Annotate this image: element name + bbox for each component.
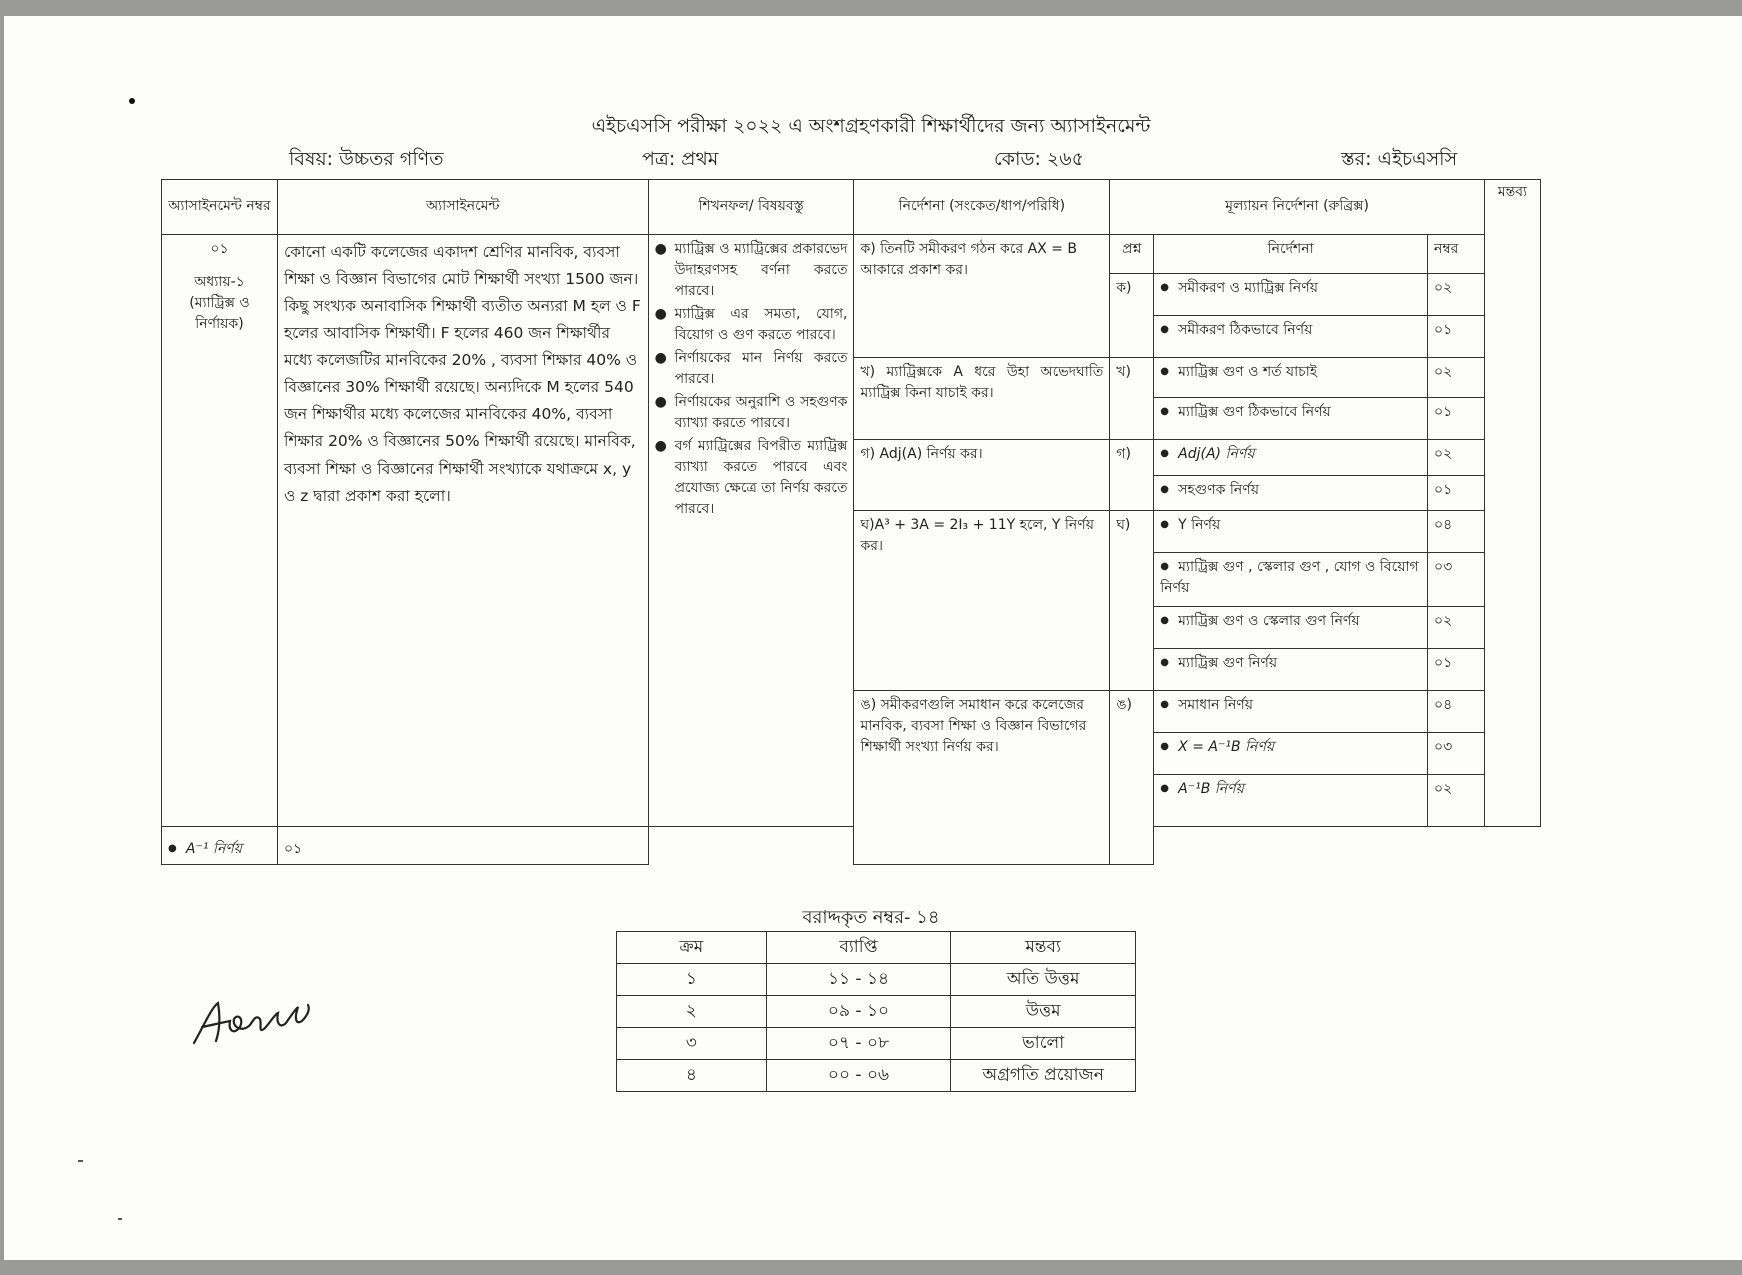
rubric-marks: ০১ [1428, 398, 1485, 440]
grading-row [617, 1028, 1136, 1060]
grading-serial: ৪ [617, 1060, 767, 1092]
rubric-marks: ০৪ [1428, 690, 1485, 732]
rubric-item: ● Y নির্ণয় [1154, 511, 1428, 553]
rubric-item: ● ম্যাট্রিক্স গুণ ও স্কেলার গুণ নির্ণয় [1154, 606, 1428, 648]
rubric-marks: ০৪ [1428, 511, 1485, 553]
rubric-item: ● ম্যাট্রিক্স গুণ ঠিকভাবে নির্ণয় [1154, 398, 1428, 440]
rubric-marks: ০১ [1428, 475, 1485, 511]
col-number-header: অ্যাসাইনমেন্ট নম্বর [162, 180, 278, 235]
outcome-item: ● নির্ণায়কের মান নির্ণয় করতে পারবে। [655, 348, 848, 390]
grading-row [617, 1060, 1136, 1092]
grading-remark: ভালো [951, 1028, 1136, 1060]
paper-label: পত্র: প্রথম [642, 148, 719, 170]
col-rubric-header: মূল্যায়ন নির্দেশনা (রুব্রিক্স) [1110, 180, 1485, 235]
grading-range: ১১ - ১৪ [766, 964, 951, 996]
question-gh: ঘ) [1110, 511, 1154, 690]
ink-dot [78, 1160, 83, 1162]
rubric-marks: ০২ [1428, 774, 1485, 826]
level-label: স্তর: এইচএসসি [1341, 148, 1458, 170]
instruction-k: ক) তিনটি সমীকরণ গঠন করে AX = B আকারে প্রকাশ কর। [854, 234, 1110, 358]
grading-remark: অগ্রগতি প্রয়োজন [951, 1060, 1136, 1092]
rubric-marks: ০১ [277, 827, 648, 865]
signature [190, 985, 320, 1055]
rubric-marks: ০১ [1428, 316, 1485, 358]
outcome-item: ● বর্গ ম্যাট্রিক্সের বিপরীত ম্যাট্রিক্স ব্যাখ্যা করতে পারবে এবং প্রযোজ্য ক্ষেত্রে তা নির্ণয় করতে পারবে। [655, 436, 848, 520]
rubric-item: ● Adj(A) নির্ণয় [1154, 440, 1428, 476]
direction-header: নির্দেশনা [1154, 234, 1428, 274]
assignment-number-cell [162, 234, 278, 827]
rubric-item: ● ম্যাট্রিক্স গুণ , স্কেলার গুণ , যোগ ও বিয়োগ নির্ণয় [1154, 553, 1428, 606]
instruction-kh: খ) ম্যাট্রিক্সকে A ধরে উহা অভেদঘাতি ম্যাট্রিক্স কিনা যাচাই কর। [854, 358, 1110, 440]
grading-serial: ২ [617, 996, 767, 1028]
rubric-item: ● A⁻¹ নির্ণয় [162, 827, 278, 865]
rubric-marks: ০২ [1428, 440, 1485, 476]
rubric-item: ● X = A⁻¹B নির্ণয় [1154, 732, 1428, 774]
grading-header: ক্রম [617, 932, 767, 964]
outcome-item: ● ম্যাট্রিক্স এর সমতা, যোগ, বিয়োগ ও গুণ করতে পারবে। [655, 304, 848, 346]
grading-range: ০৯ - ১০ [766, 996, 951, 1028]
instruction-ng: ঙ) সমীকরণগুলি সমাধান করে কলেজের মানবিক, ব্যবসা শিক্ষা ও বিজ্ঞান বিভাগের শিক্ষার্থী সংখ্যা নির্ণয় কর। [854, 690, 1110, 864]
question-ng: ঙ) [1110, 690, 1154, 864]
rubric-marks: ০২ [1428, 274, 1485, 316]
grading-remark: অতি উত্তম [951, 964, 1136, 996]
outcome-item: ● ম্যাট্রিক্স ও ম্যাট্রিক্সের প্রকারভেদ উদাহরণসহ বর্ণনা করতে পারবে। [655, 239, 848, 302]
outcome-item: ● নির্ণায়কের অনুরাশি ও সহগুণক ব্যাখ্যা করতে পারবে। [655, 392, 848, 434]
grading-range: ০৭ - ০৮ [766, 1028, 951, 1060]
rubric-marks: ০২ [1428, 606, 1485, 648]
rubric-marks: ০১ [1428, 648, 1485, 690]
rubric-marks: ০৩ [1428, 732, 1485, 774]
allocated-marks-title: বরাদ্দকৃত নম্বর- ১৪ [802, 907, 940, 928]
col-outcome-header: শিখনফল/ বিষয়বস্তু [648, 180, 854, 235]
question-g: গ) [1110, 440, 1154, 511]
code-label: কোড: ২৬৫ [994, 148, 1084, 170]
rubric-item: ● সমাধান নির্ণয় [1154, 690, 1428, 732]
chapter-label: অধ্যায়-১ [194, 273, 245, 290]
rubric-item: ● সমীকরণ ও ম্যাট্রিক্স নির্ণয় [1154, 274, 1428, 316]
grading-row [617, 996, 1136, 1028]
grading-serial: ৩ [617, 1028, 767, 1060]
page-title: এইচএসসি পরীক্ষা ২০২২ এ অংশগ্রহণকারী শিক্ষার্থীদের জন্য অ্যাসাইনমেন্ট [591, 115, 1151, 137]
col-instruction-header: নির্দেশনা (সংকেত/ধাপ/পরিধি) [854, 180, 1110, 235]
chapter-topic: (ম্যাট্রিক্স ও নির্ণায়ক) [189, 294, 250, 332]
assignment-table [161, 179, 1541, 865]
subject-label: বিষয়: উচ্চতর গণিত [289, 148, 444, 170]
ink-dot [129, 98, 135, 104]
grading-row [617, 964, 1136, 996]
assignment-text: কোনো একটি কলেজের একাদশ শ্রেণির মানবিক, ব্যবসা শিক্ষা ও বিজ্ঞান বিভাগের মোট শিক্ষার্থী সংখ্যা 1500 জন। কিছু সংখ্যক অনাবাসিক শিক্ষার্থী ব্যতীত অন্যরা M হল ও F হলের আবাসিক শিক্ষার্থী। F হলের 460 জন শিক্ষার্থীর মধ্যে কলেজটির মানবিকের 20% , ব্যবসা শিক্ষার 40% ও বিজ্ঞানের 30% শিক্ষার্থী রয়েছে। অন্যদিকে M হলের 540 জন শিক্ষার্থীর মধ্যে কলেজের মানবিকের 40%, ব্যবসা শিক্ষার 20% ও বিজ্ঞানের 50% শিক্ষার্থী রয়েছে। মানবিক, ব্যবসা শিক্ষা ও বিজ্ঞানের শিক্ষার্থী সংখ্যাকে যথাক্রমে x, y ও z দ্বারা প্রকাশ করা হলো। [277, 234, 648, 827]
col-remark-header: মন্তব্য [1484, 180, 1540, 827]
grading-header: মন্তব্য [951, 932, 1136, 964]
rubric-marks: ০২ [1428, 358, 1485, 398]
question-kh: খ) [1110, 358, 1154, 440]
ink-dot [118, 1218, 122, 1220]
marks-header: নম্বর [1428, 234, 1485, 274]
rubric-item: ● A⁻¹B নির্ণয় [1154, 774, 1428, 826]
grading-remark: উত্তম [951, 996, 1136, 1028]
col-assignment-header: অ্যাসাইনমেন্ট [277, 180, 648, 235]
instruction-gh: ঘ)A³ + 3A = 2I₃ + 11Y হলে, Y নির্ণয় কর। [854, 511, 1110, 690]
grading-header: ব্যাপ্তি [766, 932, 951, 964]
grading-serial: ১ [617, 964, 767, 996]
rubric-marks: ০৩ [1428, 553, 1485, 606]
question-k: ক) [1110, 274, 1154, 358]
outcome-cell [648, 234, 854, 827]
grading-table [616, 931, 1136, 1092]
question-header: প্রশ্ন [1110, 234, 1154, 274]
grading-range: ০০ - ০৬ [766, 1060, 951, 1092]
assignment-number: ০১ [210, 240, 229, 257]
rubric-item: ● ম্যাট্রিক্স গুণ ও শর্ত যাচাই [1154, 358, 1428, 398]
rubric-item: ● সহগুণক নির্ণয় [1154, 475, 1428, 511]
instruction-g: গ) Adj(A) নির্ণয় কর। [854, 440, 1110, 511]
rubric-item: ● সমীকরণ ঠিকভাবে নির্ণয় [1154, 316, 1428, 358]
rubric-item: ● ম্যাট্রিক্স গুণ নির্ণয় [1154, 648, 1428, 690]
